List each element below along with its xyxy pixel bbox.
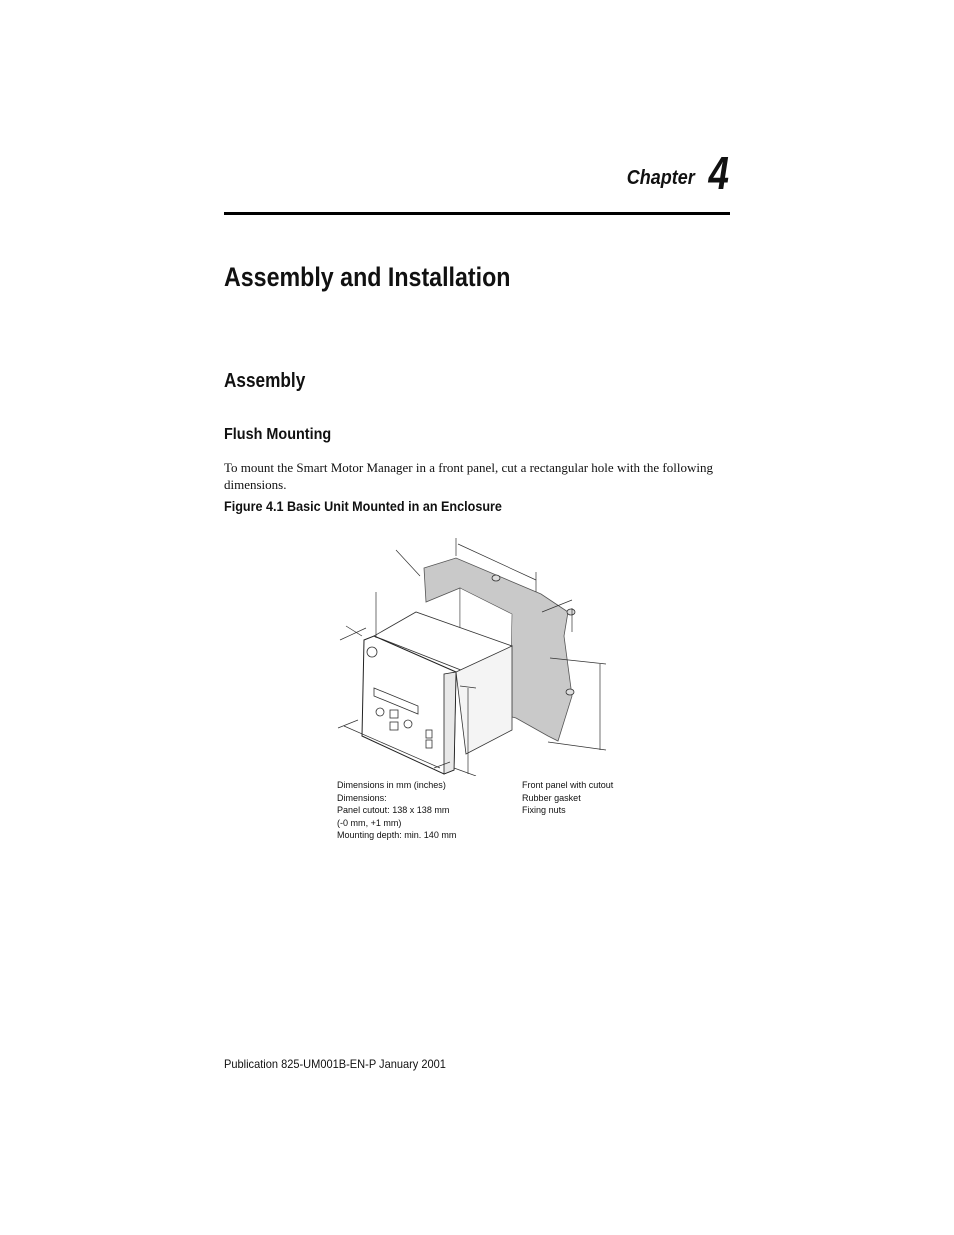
legend-line: Panel cutout: 138 x 138 mm bbox=[337, 805, 450, 816]
chapter-heading bbox=[623, 147, 732, 199]
keypad-button-icon bbox=[426, 730, 432, 738]
chapter-rule bbox=[224, 212, 730, 215]
legend-line: Fixing nuts bbox=[522, 805, 566, 816]
legend-line: Rubber gasket bbox=[522, 792, 581, 804]
legend-line: Dimensions in mm (inches) bbox=[337, 780, 446, 791]
fixing-nut-icon bbox=[567, 609, 575, 615]
brand-logo-icon bbox=[367, 647, 377, 657]
fixing-nut-icon bbox=[492, 575, 500, 581]
figure-legend-right bbox=[522, 780, 618, 818]
publication-footer: Publication 825-UM001B-EN-P January 2001 bbox=[224, 1057, 446, 1071]
body-paragraph: To mount the Smart Motor Manager in a front panel, cut a rectangular hole with the following dimensions. bbox=[224, 460, 713, 492]
chapter-number: 4 bbox=[708, 147, 730, 199]
chapter-label: Chapter bbox=[626, 167, 695, 189]
legend-line: (-0 mm, +1 mm) bbox=[337, 817, 402, 829]
keypad-button-icon bbox=[390, 722, 398, 730]
fixing-nut-icon bbox=[566, 689, 574, 695]
enclosure-mounting-illustration bbox=[336, 536, 616, 776]
subsection-heading: Flush Mounting bbox=[224, 426, 332, 443]
unit-bezel-edge bbox=[444, 672, 456, 774]
keypad-button-icon bbox=[426, 740, 432, 748]
legend-line: Mounting depth: min. 140 mm bbox=[337, 830, 457, 841]
keypad-button-icon bbox=[390, 710, 398, 718]
page-title: Assembly and Installation bbox=[224, 262, 511, 292]
keypad-button-icon bbox=[404, 720, 412, 728]
legend-line: Front panel with cutout bbox=[522, 780, 614, 791]
keypad-button-icon bbox=[376, 708, 384, 716]
legend-line: Dimensions: bbox=[337, 792, 387, 804]
section-heading: Assembly bbox=[224, 370, 306, 392]
figure-caption: Figure 4.1 Basic Unit Mounted in an Enclosure bbox=[224, 498, 502, 514]
figure-legend-left bbox=[337, 780, 463, 843]
